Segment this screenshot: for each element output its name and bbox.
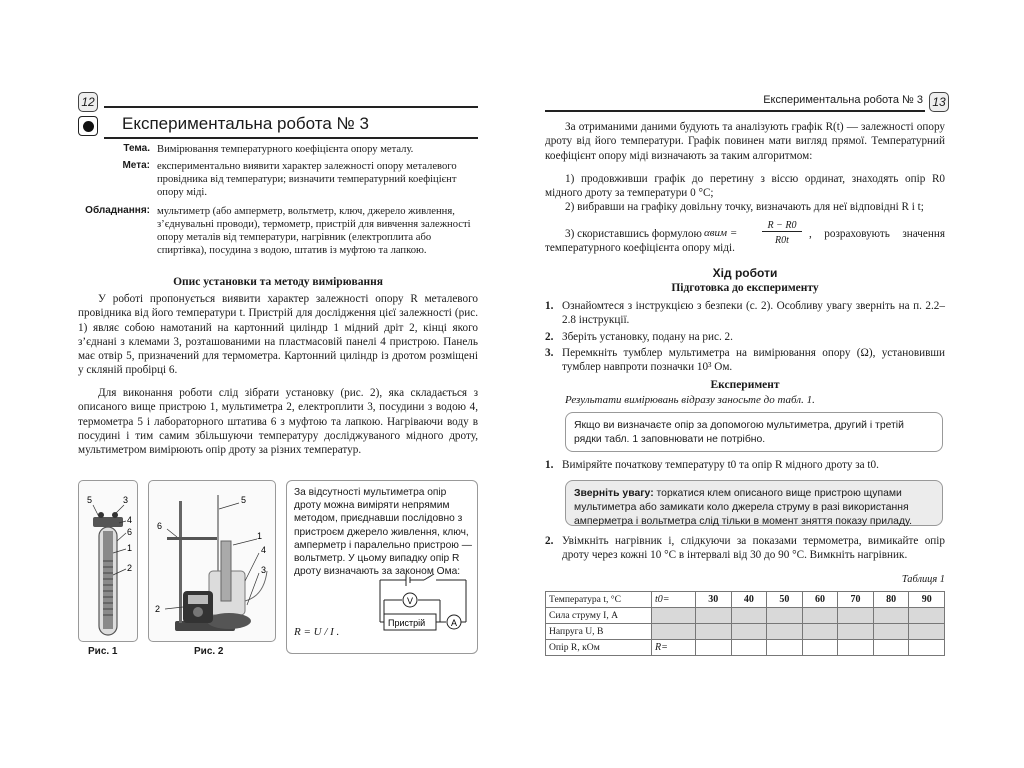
- fig2-label: 1: [257, 531, 263, 541]
- prep-item-text: Ознайомтеся з інструкцією з безпеки (с. 2). Особливу увагу зверніть на п. 2.2–2.8 інструкції.: [562, 300, 945, 327]
- fig1-label: 5: [87, 495, 93, 505]
- table-cell: [767, 624, 803, 640]
- table-cell: [838, 608, 874, 624]
- algorithm-step-1: 1) продовживши графік до перетину з віссю ординат, знаходять опір R0 мідного дроту за температури 0 °С;: [545, 173, 945, 200]
- experiment-item: [545, 458, 945, 472]
- lab-setup-icon: [149, 481, 277, 643]
- row-label: Опір R, кОм: [546, 640, 652, 656]
- meta-value: експериментально виявити характер залежності опору металевого провідника від температури; визначити температурний коефіцієнт опору міді.: [157, 161, 457, 198]
- section-heading: Опис установки та методу вимірювання: [173, 276, 383, 288]
- note-attention-text: торкатися клем описаного вище пристрою щупами мультиметра або замикати коло джерела струму в разі використання амперметра і вольтметра слід тільки в момент зняття показу приладу.: [574, 488, 913, 527]
- table-row: [546, 624, 945, 640]
- meta-topic: [78, 143, 478, 157]
- running-header: Експериментальна робота № 3: [763, 94, 923, 106]
- ohm-formula: R = U / I .: [294, 626, 340, 638]
- row-label: Сила струму I, А: [546, 608, 652, 624]
- section-marker-icon: [78, 116, 98, 136]
- prep-item: [545, 346, 945, 375]
- prep-item-text: Перемкніть тумблер мультиметра на вимірювання опору (Ω), установивши тумблер навпроти позначки 10³ Ом.: [562, 347, 945, 374]
- header-rule-left: [104, 106, 478, 108]
- table-cell: [909, 608, 945, 624]
- voltmeter-label: V: [407, 596, 414, 606]
- table-cell: [652, 608, 696, 624]
- table-cell: [767, 608, 803, 624]
- table-cell: [909, 640, 945, 656]
- meta-value: Вимірювання температурного коефіцієнта опору металу.: [157, 144, 414, 155]
- table-cell: t0=: [652, 592, 696, 608]
- callout-text: За відсутності мультиметра опір дроту можна виміряти непрямим методом, приєднавши послідовно з пристроєм джерело живлення, ключ, амперметр і паралельно пристрою — вольтметр. У цьому випадку опір R дроту визначають за законом Ома:: [294, 487, 472, 578]
- table-cell: 80: [873, 592, 909, 608]
- prep-item: [545, 299, 945, 328]
- device-label: Пристрій: [388, 618, 426, 628]
- table-cell: [838, 640, 874, 656]
- paragraph-description: У роботі пропонується виявити характер залежності опору R металевого провідника від його температури t. Пристрій для дослідження цієї залежності (рис. 1) являє собою намотаний на картонний циліндр 1 мідний дріт 2, кінці якого з’єднані з клемами 3, розташованими на пластмасовій панелі 4 пристрою. Панель має отвір 5, призначений для термометра. Картонний циліндр із дротом розміщені у скляній пробірці 6.: [78, 293, 478, 377]
- page-number-right: 13: [929, 92, 949, 112]
- meta-key: Тема.: [123, 143, 150, 154]
- table-cell: [731, 624, 767, 640]
- note-attention: [565, 480, 943, 526]
- table-cell: 40: [731, 592, 767, 608]
- table-row: [546, 640, 945, 656]
- table-cell: [696, 640, 732, 656]
- meta-goal: [78, 160, 478, 202]
- table-cell: [696, 608, 732, 624]
- prep-heading: Підготовка до експерименту: [671, 282, 819, 294]
- experiment-item-text: Виміряйте початкову температуру t0 та опір R мідного дроту за t0.: [562, 459, 879, 471]
- fig1-label: 2: [127, 563, 133, 573]
- experiment-subheading: Результати вимірювань відразу заносьте до табл. 1.: [565, 394, 815, 406]
- meta-key: Обладнання:: [85, 205, 150, 216]
- experiment-item: [545, 534, 945, 563]
- fig2-label: 2: [155, 604, 161, 614]
- callout-text-tail: [294, 580, 374, 616]
- algorithm-step-3-start: 3) скориставшись формулою: [565, 228, 702, 240]
- test-tube-device-icon: [79, 481, 139, 643]
- table-cell: 50: [767, 592, 803, 608]
- fig1-label: 4: [127, 515, 133, 525]
- fig2-label: 3: [261, 565, 267, 575]
- row-label: Температура t, °С: [546, 592, 652, 608]
- algorithm-step-3-rest: , розраховують значення температурного коефіцієнта опору міді.: [545, 228, 945, 255]
- note-multimeter: Якщо ви визначаєте опір за допомогою мультиметра, другий і третій рядки табл. 1 заповнювати не потрібно.: [565, 412, 943, 452]
- table-cell: [909, 624, 945, 640]
- table-cell: [731, 640, 767, 656]
- prep-item: [545, 330, 945, 344]
- figure-2-caption: Рис. 2: [194, 646, 224, 657]
- table-cell: 30: [696, 592, 732, 608]
- fig1-label: 3: [123, 495, 129, 505]
- table-cell: [767, 640, 803, 656]
- table-row: [546, 608, 945, 624]
- table-cell: [802, 624, 838, 640]
- fig1-label: 1: [127, 543, 133, 553]
- formula-numerator: R − R0: [762, 220, 802, 232]
- meta-equipment: [78, 205, 478, 275]
- table-caption: Таблиця 1: [901, 574, 945, 585]
- paragraph-setup: Для виконання роботи слід зібрати установку (рис. 2), яка складається з описаного вище пристрою 1, мультиметра 2, електроплити 3, посудини з водою 4, термометра 5 і лабораторного штатива 6 з муфтою та лапкою. Нагріваючи воду в посудині і тим самим збільшуючи температуру досліджуваного мідного дроту, мультиметром вимірюють опір дроту за різних температур.: [78, 387, 478, 457]
- table-cell: [652, 624, 696, 640]
- fig2-label: 5: [241, 495, 247, 505]
- table-cell: 60: [802, 592, 838, 608]
- fig2-label: 4: [261, 545, 267, 555]
- table-cell: 70: [838, 592, 874, 608]
- table-cell: [731, 608, 767, 624]
- ammeter-label: A: [451, 618, 458, 628]
- formula-lhs: αвим =: [704, 227, 738, 239]
- figure-1-caption: Рис. 1: [88, 646, 118, 657]
- note-attention-label: Зверніть увагу:: [574, 488, 654, 499]
- table-cell: [696, 624, 732, 640]
- row-label: Напруга U, В: [546, 624, 652, 640]
- results-table: [545, 591, 945, 656]
- table-cell: [838, 624, 874, 640]
- meta-value: мультиметр (або амперметр, вольтметр, ключ, джерело живлення, з’єднувальні проводи), термометр, пристрій для вивчення залежності опору металів від температури, нагрівник (електроплита або спиртівка), посудина з водою, штатив із муфтою та лапкою.: [157, 206, 471, 256]
- intro-paragraph: За отриманими даними будують та аналізують графік R(t) — залежності опору дроту від його температури. Графік повинен мати вигляд прямої. Температурний коефіцієнт опору міді визначають за таким алгоритмом:: [545, 121, 945, 162]
- table-cell: [873, 624, 909, 640]
- algorithm-step-2: 2) вибравши на графіку довільну точку, визначають для неї відповідні R і t;: [565, 201, 924, 213]
- fig1-label: 6: [127, 527, 133, 537]
- work-heading: Хід роботи: [712, 266, 778, 280]
- page-number-left: 12: [78, 92, 98, 112]
- table-cell: [802, 640, 838, 656]
- prep-item-text: Зберіть установку, подану на рис. 2.: [562, 331, 733, 343]
- figure-2: [148, 480, 276, 642]
- figure-1: [78, 480, 138, 642]
- table-cell: 90: [909, 592, 945, 608]
- fig2-label: 6: [157, 521, 163, 531]
- table-cell: [873, 608, 909, 624]
- experiment-heading: Експеримент: [710, 379, 780, 391]
- table-cell: [873, 640, 909, 656]
- meta-key: Мета:: [122, 160, 150, 171]
- experiment-item-number: 1.: [545, 459, 554, 471]
- experiment-item-text: Увімкніть нагрівник і, слідкуючи за показами термометра, вимикайте опір дроту через кожні 10 °С в інтервалі від 30 до 90 °С. Вимкніть нагрівник.: [562, 535, 945, 562]
- prep-item-number: 2.: [545, 331, 554, 343]
- circuit-diagram-icon: [376, 572, 474, 634]
- table-cell: [802, 608, 838, 624]
- title-rule: [104, 137, 478, 139]
- table-cell: R=: [652, 640, 696, 656]
- prep-item-number: 3.: [545, 347, 554, 359]
- work-title: Експериментальна робота № 3: [122, 114, 369, 133]
- formula-denominator: R0t: [775, 235, 789, 246]
- experiment-item-number: 2.: [545, 535, 554, 547]
- table-row: [546, 592, 945, 608]
- prep-item-number: 1.: [545, 300, 554, 312]
- header-rule-right: [545, 110, 925, 112]
